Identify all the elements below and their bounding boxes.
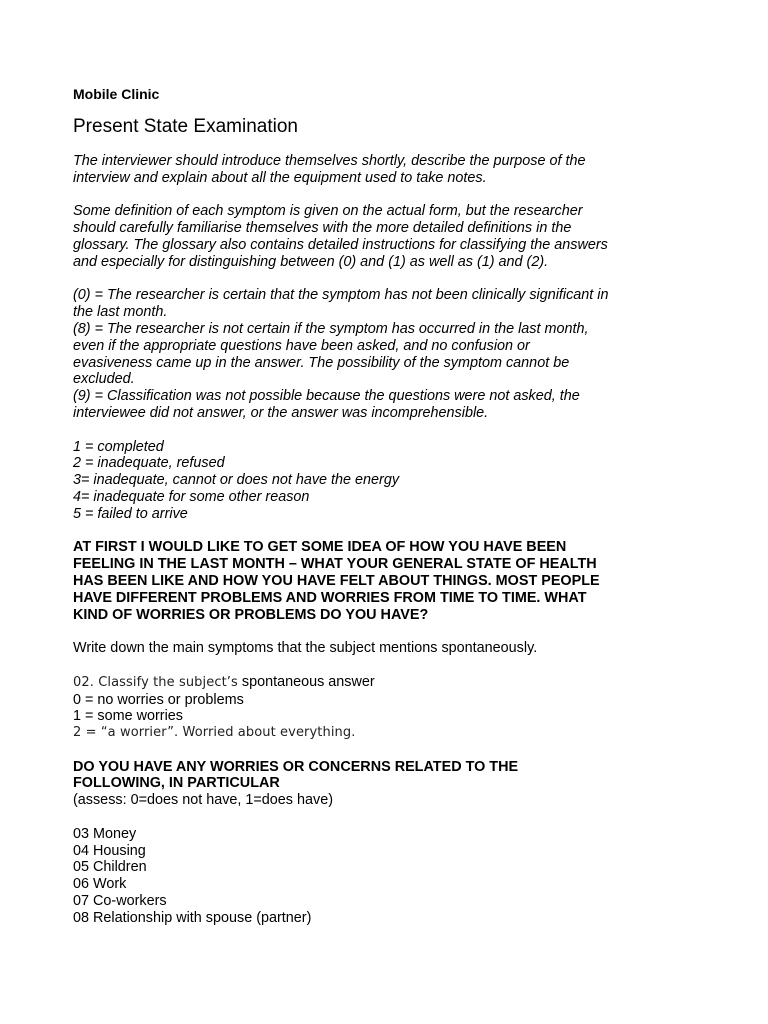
question-1-line: HAS BEEN LIKE AND HOW YOU HAVE FELT ABOUT THINGS. MOST PEOPLE (73, 572, 600, 589)
classify-option-last: 2 = “a worrier”. Worried about everything. (73, 725, 356, 741)
instruction-text: Write down the main symptoms that the subject mentions spontaneously. (73, 640, 538, 657)
question-1-line: AT FIRST I WOULD LIKE TO GET SOME IDEA OF HOW YOU HAVE BEEN (73, 539, 567, 556)
document-header: Mobile Clinic (73, 86, 160, 102)
code-line: (0) = The researcher is certain that the symptom has not been clinically significant in (73, 287, 609, 304)
status-list (73, 439, 693, 523)
question-1-line: KIND OF WORRIES OR PROBLEMS DO YOU HAVE? (73, 606, 429, 623)
codes-paragraph (73, 287, 693, 421)
status-item: 1 = completed (73, 438, 164, 455)
code-line: interviewee did not answer, or the answer was incomprehensible. (73, 404, 489, 421)
intro-line: The interviewer should introduce themselves shortly, describe the purpose of the (73, 153, 586, 169)
question-1 (73, 539, 693, 623)
definition-line: Some definition of each symptom is given on the actual form, but the researcher (73, 203, 583, 220)
definition-line: glossary. The glossary also contains detailed instructions for classifying the answers (73, 236, 608, 253)
code-line: (8) = The researcher is not certain if the symptom has occurred in the last month, (73, 320, 589, 337)
question-1-line: FEELING IN THE LAST MONTH – WHAT YOUR GENERAL STATE OF HEALTH (73, 556, 597, 573)
question-2-line: DO YOU HAVE ANY WORRIES OR CONCERNS RELATED TO THE (73, 758, 519, 775)
code-line: excluded. (73, 371, 135, 388)
concern-item: 03 Money (73, 825, 137, 842)
status-item: 4= inadequate for some other reason (73, 488, 310, 505)
question-1-line: HAVE DIFFERENT PROBLEMS AND WORRIES FROM TIME TO TIME. WHAT (73, 589, 587, 606)
code-line: even if the appropriate questions have been asked, and no confusion or (73, 337, 530, 354)
code-line: (9) = Classification was not possible because the questions were not asked, the (73, 388, 580, 405)
code-line: the last month. (73, 304, 168, 321)
code-line: evasiveness came up in the answer. The possibility of the symptom cannot be (73, 354, 570, 371)
classify-option: 1 = some worries (73, 708, 183, 725)
intro-line: interview and explain about all the equipment used to take notes. (73, 169, 487, 186)
definition-line: and especially for distinguishing between (0) and (1) as well as (1) and (2). (73, 253, 549, 270)
concern-items (73, 826, 693, 927)
concern-item: 07 Co-workers (73, 893, 167, 910)
concern-item: 06 Work (73, 876, 127, 893)
classify-option: 0 = no worries or problems (73, 691, 244, 708)
assess-note: (assess: 0=does not have, 1=does have) (73, 792, 334, 809)
concern-item: 05 Children (73, 859, 147, 876)
concern-item: 04 Housing (73, 842, 146, 859)
intro-paragraph (73, 153, 693, 187)
definition-paragraph (73, 203, 693, 270)
document-page (73, 86, 693, 927)
status-item: 2 = inadequate, refused (73, 455, 225, 472)
question-2 (73, 759, 693, 793)
classify-line-end: spontaneous answer (237, 673, 375, 690)
classify-line-start: 02. Classify the subject’s (73, 674, 238, 690)
status-item: 3= inadequate, cannot or does not have the energy (73, 472, 400, 489)
status-item: 5 = failed to arrive (73, 505, 188, 522)
definition-line: should carefully familiarise themselves with the more detailed definitions in the (73, 220, 572, 237)
classify-line (73, 674, 693, 692)
concern-item: 08 Relationship with spouse (partner) (73, 909, 312, 926)
classify-block (73, 674, 693, 742)
question-2-line: FOLLOWING, IN PARTICULAR (73, 775, 280, 792)
document-title: Present State Examination (73, 116, 298, 137)
